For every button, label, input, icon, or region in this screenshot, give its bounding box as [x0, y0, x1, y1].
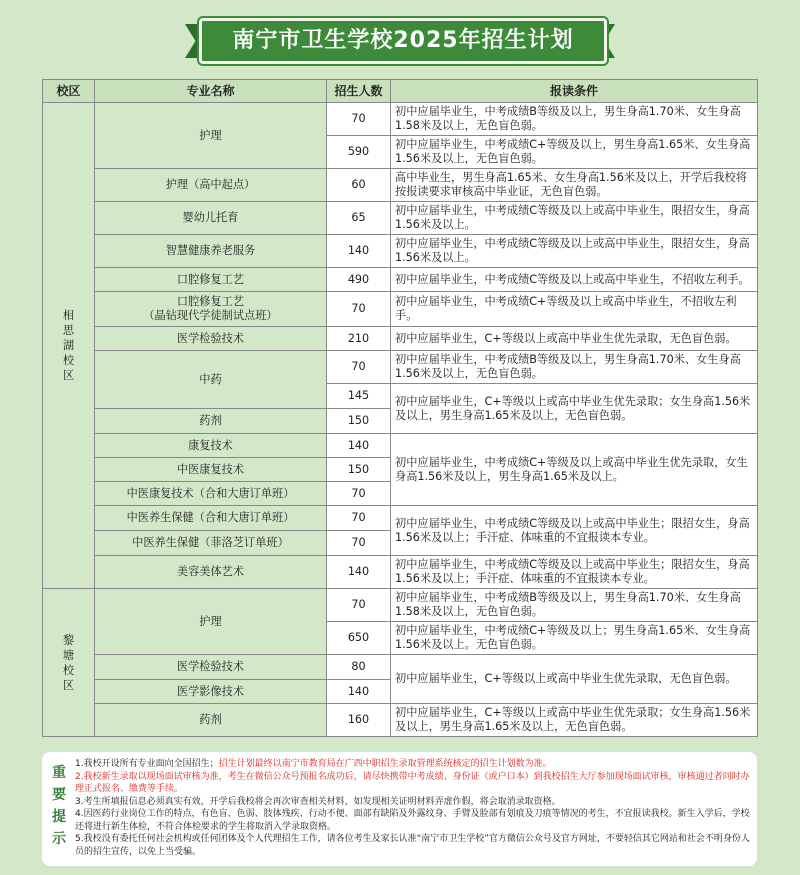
campus-cell: [43, 589, 95, 737]
condition-cell: 初中应届毕业生，中考成绩C+等级及以上，男生身高1.65米、女生身高1.56米及以上，无色盲色弱。: [391, 136, 758, 169]
major-name: 口腔修复工艺: [176, 295, 245, 308]
major-cell: 药剂: [95, 409, 327, 434]
quota-cell: 490: [327, 268, 391, 292]
major-cell: 中医康复技术: [95, 458, 327, 482]
table-row: [43, 235, 758, 268]
condition-cell: 初中应届毕业生，中考成绩C等级及以上或高中毕业生，不招收左利手。: [391, 268, 758, 292]
campus-name: 黎塘校区: [62, 633, 75, 692]
note-4: 4.因医药行业岗位工作的特点，有色盲、色弱、肢体残疾、行动不便、面部有缺陷及外露纹身、手臂及脸部有划痕及刀痕等情况的考生，不宜报读我校。新生入学后，学校还将进行新生体检，不符合体检要求的学生将取消入学录取资格。: [75, 809, 750, 832]
condition-cell: 初中应届毕业生，C+等级以上或高中毕业生优先录取，无色盲色弱。: [391, 327, 758, 351]
quota-cell: 65: [327, 202, 391, 235]
major-cell: [95, 292, 327, 327]
table-row: [43, 202, 758, 235]
major-cell: 医学影像技术: [95, 680, 327, 704]
notes-side-label: 重要提示: [52, 765, 66, 847]
quota-cell: 150: [327, 458, 391, 482]
quota-cell: 150: [327, 409, 391, 434]
quota-cell: 60: [327, 169, 391, 202]
page-title: 南宁市卫生学校2025年招生计划: [232, 28, 574, 53]
note-1-highlight: 招生计划最终以南宁市教育局在广西中职招生录取管理系统核定的招生计划数为准。: [218, 759, 552, 769]
condition-cell: 初中应届毕业生，C+等级以上或高中毕业生优先录取；女生身高1.56米及以上，男生身高1.65米及以上，无色盲色弱。: [391, 704, 758, 737]
note-1-text: 1.我校开设所有专业面向全国招生；: [75, 759, 219, 769]
table-row: [43, 434, 758, 458]
header-conditions: 报读条件: [391, 80, 758, 103]
quota-cell: 140: [327, 235, 391, 268]
table-row: [43, 103, 758, 136]
table-row: [43, 351, 758, 384]
major-cell: 美容美体艺术: [95, 556, 327, 589]
table-row: [43, 589, 758, 622]
table-row: [43, 655, 758, 680]
table-header-row: [43, 80, 758, 103]
quota-cell: 80: [327, 655, 391, 680]
condition-cell: 初中应届毕业生，中考成绩C+等级及以上或高中毕业生，不招收左利手。: [391, 292, 758, 327]
quota-cell: 70: [327, 103, 391, 136]
major-subname: （晶钻现代学徒制试点班）: [143, 309, 278, 322]
header-major: 专业名称: [95, 80, 327, 103]
major-cell: 康复技术: [95, 434, 327, 458]
note-1: [75, 758, 751, 771]
note-2: 2.我校新生录取以现场面试审核为准，考生在微信公众号预报名成功后，请尽快携带中考成绩、身份证（或户口本）到我校招生大厅参加现场面试审核，审核通过者同时办理正式报名、缴费等手续。: [75, 771, 750, 794]
condition-cell: 初中应届毕业生，中考成绩B等级及以上，男生身高1.70米、女生身高1.58米及以上，无色盲色弱。: [391, 589, 758, 622]
quota-cell: 650: [327, 622, 391, 655]
quota-cell: 70: [327, 351, 391, 384]
condition-cell: 初中应届毕业生，中考成绩C等级及以上或高中毕业生，限招女生，身高1.56米及以上。: [391, 202, 758, 235]
major-cell: 婴幼儿托育: [95, 202, 327, 235]
major-cell: 中药: [95, 351, 327, 409]
quota-cell: 70: [327, 506, 391, 531]
major-cell: 中医康复技术（合和大唐订单班）: [95, 482, 327, 506]
quota-cell: 140: [327, 680, 391, 704]
condition-cell: 初中应届毕业生，中考成绩C等级及以上或高中毕业生；限招女生，身高1.56米及以上；手汗症、体味重的不宜报读本专业。: [391, 506, 758, 556]
condition-cell: 高中毕业生，男生身高1.65米、女生身高1.56米及以上，开学后我校将按报读要求审核高中毕业证，无色盲色弱。: [391, 169, 758, 202]
title-banner: [185, 10, 615, 68]
table-row: [43, 327, 758, 351]
quota-cell: 145: [327, 384, 391, 409]
major-cell: 护理（高中起点）: [95, 169, 327, 202]
condition-cell: 初中应届毕业生，中考成绩C+等级及以上或高中毕业生优先录取，女生身高1.56米及以上，男生身高1.65米及以上。: [391, 434, 758, 506]
major-cell: 医学检验技术: [95, 655, 327, 680]
major-cell: 中医养生保健（菲洛芝订单班）: [95, 531, 327, 556]
admission-plan-table: [42, 79, 758, 737]
quota-cell: 70: [327, 531, 391, 556]
quota-cell: 140: [327, 434, 391, 458]
major-cell: 护理: [95, 103, 327, 169]
quota-cell: 70: [327, 482, 391, 506]
table-row: [43, 169, 758, 202]
header-campus: 校区: [43, 80, 95, 103]
condition-cell: 初中应届毕业生，中考成绩C等级及以上或高中毕业生，限招女生，身高1.56米及以上。: [391, 235, 758, 268]
table-row: [43, 292, 758, 327]
major-cell: 口腔修复工艺: [95, 268, 327, 292]
condition-cell: 初中应届毕业生，中考成绩C等级及以上或高中毕业生；限招女生，身高1.56米及以上；手汗症、体味重的不宜报读本专业。: [391, 556, 758, 589]
major-cell: 医学检验技术: [95, 327, 327, 351]
major-cell: 中医养生保健（合和大唐订单班）: [95, 506, 327, 531]
quota-cell: 160: [327, 704, 391, 737]
quota-cell: 140: [327, 556, 391, 589]
major-cell: 药剂: [95, 704, 327, 737]
note-5: 5.我校没有委托任何社会机构或任何团体及个人代理招生工作，请各位考生及家长认准“南宁市卫生学校”官方微信公众号及官方网址，不要轻信其它网站和社会不明身份人员的招生宣传，以免上当受骗。: [75, 834, 750, 857]
table-row: [43, 556, 758, 589]
quota-cell: 70: [327, 292, 391, 327]
condition-cell: 初中应届毕业生，中考成绩C+等级及以上；男生身高1.65米、女生身高1.56米及以上。无色盲色弱。: [391, 622, 758, 655]
table-row: [43, 506, 758, 531]
campus-name: 相思湖校区: [62, 309, 75, 382]
condition-cell: 初中应届毕业生，中考成绩B等级及以上，男生身高1.70米、女生身高1.56米及以上，无色盲色弱。: [391, 351, 758, 384]
note-3: 3.考生所填报信息必须真实有效，开学后我校将会再次审查相关材料，如发现相关证明材料弄虚作假，将会取消录取资格。: [75, 796, 561, 807]
condition-cell: 初中应届毕业生，C+等级以上或高中毕业生优先录取，无色盲色弱。: [391, 655, 758, 704]
quota-cell: 70: [327, 589, 391, 622]
important-notes-box: [42, 752, 757, 866]
major-cell: 护理: [95, 589, 327, 655]
condition-cell: 初中应届毕业生，中考成绩B等级及以上，男生身高1.70米、女生身高1.58米及以上，无色盲色弱。: [391, 103, 758, 136]
table-row: [43, 268, 758, 292]
quota-cell: 590: [327, 136, 391, 169]
table-row: [43, 704, 758, 737]
campus-cell: [43, 103, 95, 589]
quota-cell: 210: [327, 327, 391, 351]
notes-body: [75, 758, 751, 858]
major-cell: 智慧健康养老服务: [95, 235, 327, 268]
condition-cell: 初中应届毕业生，C+等级以上或高中毕业生优先录取；女生身高1.56米及以上，男生身高1.65米及以上，无色盲色弱。: [391, 384, 758, 434]
header-quota: 招生人数: [327, 80, 391, 103]
